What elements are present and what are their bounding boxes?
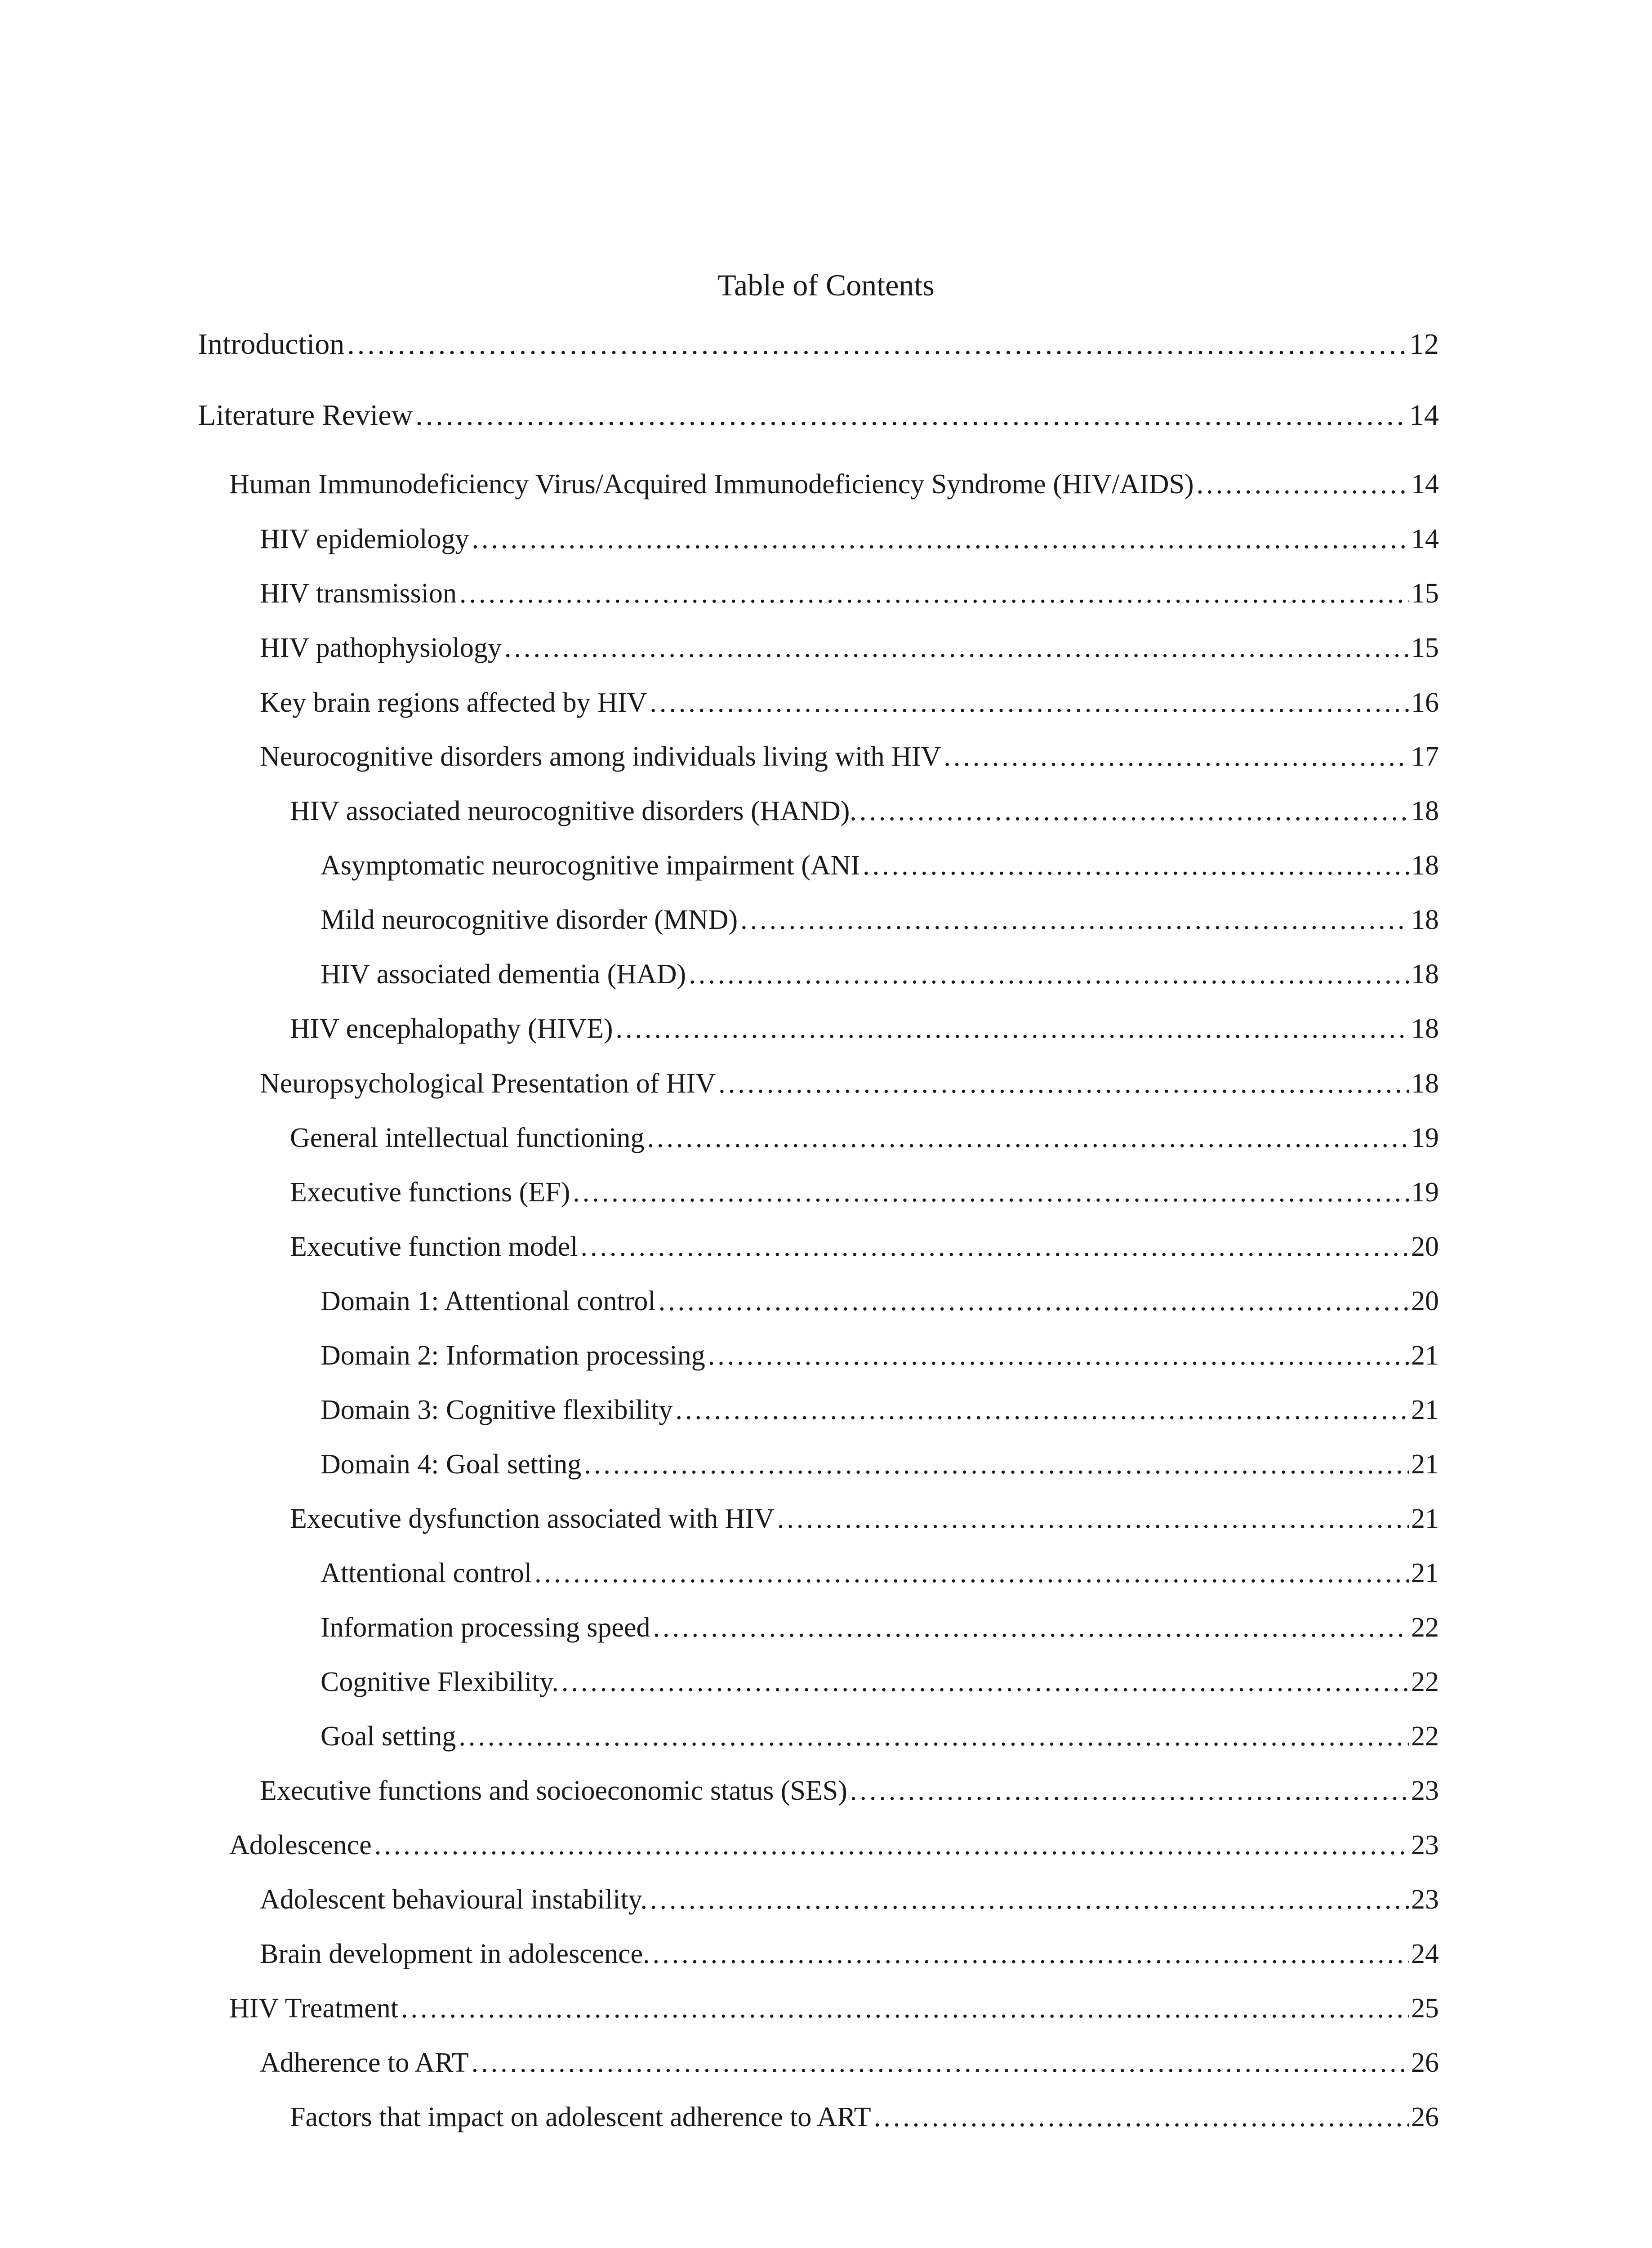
- toc-entry[interactable]: [321, 849, 1439, 882]
- toc-entry-label: Goal setting: [321, 1721, 456, 1752]
- toc-entry[interactable]: [260, 1774, 1439, 1807]
- toc-entry-page-number: 26: [1411, 2102, 1439, 2132]
- toc-entry-page-number: 21: [1411, 1449, 1439, 1480]
- dot-leader: [401, 1992, 1409, 2025]
- toc-entry-page-number: 18: [1411, 959, 1439, 990]
- toc-entry-page-number: 22: [1411, 1721, 1439, 1752]
- toc-entry-page-number: 19: [1411, 1123, 1439, 1153]
- toc-entry-page-number: 23: [1411, 1884, 1439, 1915]
- toc-entry-label: Domain 1: Attentional control: [321, 1286, 656, 1316]
- toc-entry-page-number: 14: [1409, 399, 1439, 432]
- toc-entry[interactable]: [321, 1448, 1439, 1481]
- toc-entry[interactable]: [260, 1067, 1439, 1100]
- toc-entry-page-number: 22: [1411, 1667, 1439, 1697]
- toc-entry-label: Neurocognitive disorders among individuals living with HIV: [260, 741, 941, 772]
- toc-entry-page-number: 14: [1411, 524, 1439, 554]
- toc-entry-label: Neuropsychological Presentation of HIV: [260, 1068, 716, 1099]
- dot-leader: [615, 1012, 1409, 1045]
- dot-leader: [504, 631, 1409, 665]
- toc-entry-page-number: 22: [1411, 1612, 1439, 1643]
- toc-entry[interactable]: [260, 631, 1439, 665]
- dot-leader: [580, 1230, 1409, 1263]
- toc-entry-page-number: 20: [1411, 1231, 1439, 1262]
- dot-leader: [650, 1883, 1409, 1916]
- toc-entry-label: Cognitive Flexibility.: [321, 1667, 559, 1697]
- toc-entry-page-number: 20: [1411, 1286, 1439, 1316]
- toc-entry-page-number: 18: [1411, 905, 1439, 935]
- toc-entry-page-number: 18: [1411, 1068, 1439, 1099]
- toc-entry-page-number: 17: [1411, 741, 1439, 772]
- toc-entry-label: Domain 3: Cognitive flexibility: [321, 1395, 673, 1425]
- toc-entry-label: Key brain regions affected by HIV: [260, 687, 647, 718]
- toc-entry[interactable]: [260, 2046, 1439, 2079]
- toc-entry-page-number: 21: [1411, 1558, 1439, 1588]
- dot-leader: [472, 2046, 1409, 2079]
- toc-entry-page-number: 16: [1411, 687, 1439, 718]
- toc-entry[interactable]: [290, 2101, 1439, 2134]
- toc-entry[interactable]: [321, 1339, 1439, 1372]
- dot-leader: [708, 1339, 1409, 1372]
- toc-entry-page-number: 25: [1411, 1993, 1439, 2024]
- toc-entry-label: Executive function model: [290, 1231, 578, 1262]
- toc-entry[interactable]: [321, 1611, 1439, 1644]
- dot-leader: [415, 397, 1407, 433]
- toc-entry-label: Attentional control: [321, 1558, 532, 1588]
- toc-entry-label: Executive dysfunction associated with HIV: [290, 1503, 775, 1534]
- toc-entry[interactable]: [260, 577, 1439, 610]
- toc-entry[interactable]: [198, 326, 1439, 362]
- toc-entry[interactable]: [229, 468, 1439, 501]
- toc-entry[interactable]: [290, 794, 1439, 828]
- dot-leader: [459, 1720, 1409, 1753]
- toc-entry-label: Factors that impact on adolescent adherence to ART: [290, 2102, 871, 2132]
- toc-entry-label: Adherence to ART: [260, 2047, 469, 2078]
- dot-leader: [647, 1121, 1409, 1155]
- dot-leader: [534, 1557, 1409, 1590]
- toc-entry-label: Mild neurocognitive disorder (MND): [321, 905, 738, 935]
- toc-entry-page-number: 14: [1411, 469, 1439, 500]
- toc-entry[interactable]: [290, 1230, 1439, 1263]
- toc-entry-page-number: 23: [1411, 1775, 1439, 1806]
- toc-entry-page-number: 19: [1411, 1177, 1439, 1208]
- toc-entry[interactable]: [260, 522, 1439, 556]
- toc-entry-label: Executive functions and socioeconomic status (SES): [260, 1775, 847, 1806]
- dot-leader: [740, 903, 1409, 937]
- toc-entry-label: Domain 4: Goal setting: [321, 1449, 582, 1480]
- toc-entry-page-number: 18: [1411, 1013, 1439, 1044]
- dot-leader: [459, 577, 1409, 610]
- toc-entry[interactable]: [321, 1557, 1439, 1590]
- toc-entry[interactable]: [198, 397, 1439, 433]
- toc-entry[interactable]: [290, 1502, 1439, 1535]
- toc-entry-label: Domain 2: Information processing: [321, 1340, 705, 1371]
- dot-leader: [859, 794, 1409, 828]
- dot-leader: [1197, 468, 1409, 501]
- toc-entry-page-number: 24: [1411, 1939, 1439, 1969]
- toc-entry[interactable]: [229, 1992, 1439, 2025]
- toc-entry[interactable]: [290, 1176, 1439, 1209]
- dot-leader: [777, 1502, 1409, 1535]
- dot-leader: [653, 1611, 1409, 1644]
- toc-entry-label: HIV encephalopathy (HIVE): [290, 1013, 613, 1044]
- toc-entry[interactable]: [260, 740, 1439, 773]
- dot-leader: [718, 1067, 1409, 1100]
- toc-entry[interactable]: [290, 1012, 1439, 1045]
- toc-entry-page-number: 21: [1411, 1340, 1439, 1371]
- toc-entry-page-number: 21: [1411, 1395, 1439, 1425]
- dot-leader: [676, 1393, 1409, 1427]
- toc-entry-label: HIV transmission: [260, 578, 457, 609]
- toc-entry-page-number: 12: [1409, 328, 1439, 361]
- dot-leader: [374, 1829, 1409, 1862]
- toc-entry[interactable]: [229, 1829, 1439, 1862]
- toc-entry[interactable]: [321, 1665, 1439, 1699]
- toc-entry[interactable]: [321, 1720, 1439, 1753]
- toc-entry-label: Information processing speed: [321, 1612, 650, 1643]
- page-title: Table of Contents: [717, 268, 935, 302]
- dot-leader: [653, 1937, 1409, 1971]
- dot-leader: [874, 2101, 1409, 2134]
- dot-leader: [347, 326, 1407, 362]
- dot-leader: [561, 1665, 1409, 1699]
- toc-entry[interactable]: [321, 903, 1439, 937]
- toc-entry[interactable]: [321, 958, 1439, 991]
- toc-entry-label: Brain development in adolescence.: [260, 1939, 650, 1969]
- toc-entry-label: HIV pathophysiology: [260, 633, 502, 663]
- toc-entry-label: HIV Treatment: [229, 1993, 399, 2024]
- toc-entry-page-number: 26: [1411, 2047, 1439, 2078]
- toc-entry[interactable]: [321, 1285, 1439, 1318]
- dot-leader: [689, 958, 1409, 991]
- dot-leader: [573, 1176, 1409, 1209]
- toc-entry[interactable]: [290, 1121, 1439, 1155]
- toc-entry-label: Literature Review: [198, 399, 413, 432]
- toc-entry-label: HIV associated neurocognitive disorders (HAND).: [290, 796, 857, 826]
- toc-entry-label: HIV associated dementia (HAD): [321, 959, 686, 990]
- toc-entry-page-number: 21: [1411, 1503, 1439, 1534]
- toc-entry[interactable]: [260, 686, 1439, 719]
- dot-leader: [472, 522, 1409, 556]
- toc-entry-page-number: 23: [1411, 1830, 1439, 1860]
- dot-leader: [850, 1774, 1409, 1807]
- toc-entry[interactable]: [321, 1393, 1439, 1427]
- toc-entry-label: Introduction: [198, 328, 345, 361]
- dot-leader: [863, 849, 1409, 882]
- dot-leader: [584, 1448, 1409, 1481]
- dot-leader: [944, 740, 1409, 773]
- toc-entry[interactable]: [260, 1883, 1439, 1916]
- dot-leader: [659, 1285, 1409, 1318]
- toc-entry-page-number: 18: [1411, 850, 1439, 881]
- toc-entry-label: Adolescence: [229, 1830, 372, 1860]
- dot-leader: [650, 686, 1409, 719]
- toc-entry-page-number: 15: [1411, 578, 1439, 609]
- toc-entry-page-number: 18: [1411, 796, 1439, 826]
- toc-entry-label: HIV epidemiology: [260, 524, 469, 554]
- toc-entry-label: General intellectual functioning: [290, 1123, 645, 1153]
- toc-entry-label: Adolescent behavioural instability.: [260, 1884, 648, 1915]
- toc-entry[interactable]: [260, 1937, 1439, 1971]
- toc-entry-label: Asymptomatic neurocognitive impairment (ANI: [321, 850, 860, 881]
- toc-entry-label: Executive functions (EF): [290, 1177, 570, 1208]
- toc-entry-label: Human Immunodeficiency Virus/Acquired Immunodeficiency Syndrome (HIV/AIDS): [229, 469, 1194, 500]
- toc-entry-page-number: 15: [1411, 633, 1439, 663]
